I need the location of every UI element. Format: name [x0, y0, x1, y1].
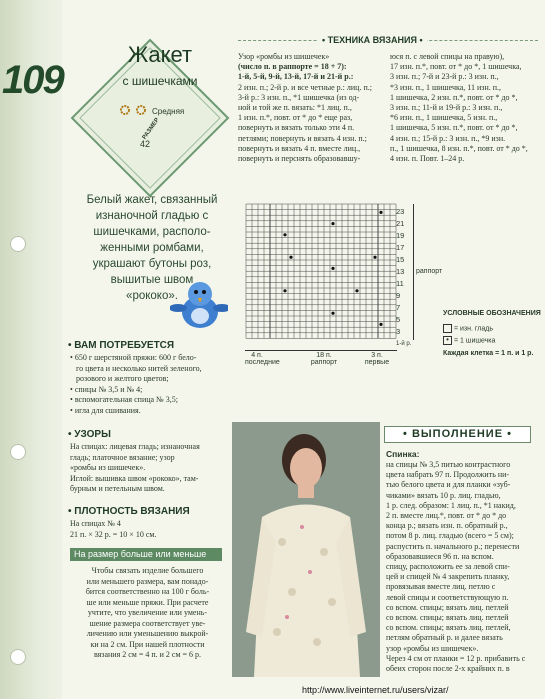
density-text: На спицах № 4 21 п. × 32 р. = 10 × 10 см. — [70, 519, 157, 539]
bobble-dot — [379, 211, 382, 214]
size-value: 42 — [140, 139, 151, 149]
rapport-label: раппорт — [416, 268, 443, 275]
intro-text: Белый жакет, связанный изнаночной гладью с шишечками, располо- женными ромбами, украшают бутоны роз, вышитые швом «рококо». — [86, 194, 218, 302]
technique-header: • ТЕХНИКА ВЯЗАНИЯ • — [318, 35, 427, 45]
execution-heading: • ВЫПОЛНЕНИЕ • — [384, 426, 531, 443]
model-photo-illustration — [232, 422, 380, 677]
bobble-dot — [283, 289, 286, 292]
bobble-dot — [379, 323, 382, 326]
page-subtitle: с шишечками — [122, 74, 198, 88]
page-number: 109 — [2, 58, 63, 102]
bigger-size-heading: На размер больше или меньше — [70, 548, 222, 561]
legend-note: Каждая клетка = 1 п. и 1 р. — [443, 350, 534, 357]
technique-right-column: юся п. с левой спицы на правую), 17 изн. п.*, повт. от * до *, 1 шишечка, 3 изн. п.; 7-й и 23-й р.: 3 изн. п., *3 изн. п., 1 шишечка, 11 изн. п., 1 шишечка, 2 изн. п.*, повт. от * до *, 3 изн. п.; 11-й и 19-й р.: 3 изн. п., *6 изн. п., 1 шишечка, 5 изн. п., 1 шишечка, 5 изн. п.*, повт. от * до *, 4 изн. п.; 15-й р.: 3 изн. п., *9 изн. п., 1 шишечка, 8 изн. п.*, повт. от * до *, 4 изн. п. Повт. 1–24 р. — [390, 52, 528, 164]
size-label: РАЗМЕР — [141, 117, 161, 141]
legend-title: УСЛОВНЫЕ ОБОЗНАЧЕНИЯ — [443, 310, 541, 317]
legend-item-bobble: • = 1 шишечка — [443, 336, 495, 345]
chart-dots — [283, 211, 382, 326]
model-photo — [232, 422, 380, 677]
patterns-text: На спицах: лицевая гладь; изнаночная гладь; платочное вязание; узор «ромбы из шишечек». Иглой: вышивка швом «рококо», там- бурным и петельным швом. — [70, 442, 200, 493]
materials-heading: • ВАМ ПОТРЕБУЕТСЯ — [68, 340, 175, 351]
execution-sub: Спинка: — [386, 449, 420, 459]
chart-grid — [246, 204, 396, 338]
bobble-dot — [331, 267, 334, 270]
bobble-dot — [289, 256, 292, 259]
pattern-chart — [245, 203, 445, 381]
rapport-bracket — [413, 204, 414, 340]
bigger-size-text: Чтобы связать изделие большего или меньшего размера, вам понадо- бится соответственно на 100 г боль- ше или меньше пряжи. При расчете учтите, что увеличение или умень- шение размера соответствует уве- личению или уменьшению выкрой- ки на 2 см. При нашей плотности вязания 2 см = 4 п. и 2 см = 6 р. — [85, 566, 210, 659]
bobble-dot — [331, 222, 334, 225]
bobble-dot — [373, 256, 376, 259]
page-title: Жакет — [127, 42, 193, 67]
difficulty-icon — [118, 103, 150, 117]
row-labels: 23 21 19 17 15 13 11 9 7 5 3 1-й р. — [396, 207, 412, 347]
technique-left-column: Узор «ромбы из шишечек» (число п. в раппорте = 18 + 7): 1-й, 5-й, 9-й, 13-й, 17-й и 21-й р.: 2 изн. п.; 2-й р. и все четные р.: лиц. п.; 3-й р.: 3 изн. п., *1 шишечка (из од- ной и той же п. вязать: *1 лиц. п., 1 изн. п.*, повт. от * до * еще раз, повернуть и вязать только эти 4 п. петлями; повернуть и вязать 4 изн. п.; повернуть и вязать 4 п. вместе лиц., повернуть и перснять образовавшу- — [238, 52, 372, 164]
bobble-dot — [283, 233, 286, 236]
difficulty-label: Средняя — [152, 107, 185, 116]
bottom-label-rapport: 18 п. раппорт — [310, 352, 338, 366]
bottom-label-first: 3 п. первые — [364, 352, 390, 366]
density-heading: • ПЛОТНОСТЬ ВЯЗАНИЯ — [68, 506, 190, 517]
bobble-dot — [331, 312, 334, 315]
source-url[interactable]: http://www.liveinternet.ru/users/vizar/ — [302, 685, 449, 695]
legend-item-purl: = изн. гладь — [443, 324, 493, 333]
binder-hole — [10, 444, 26, 460]
left-margin-strip — [0, 0, 62, 699]
patterns-heading: • УЗОРЫ — [68, 429, 111, 440]
bottom-label-last: 4 п. последние — [245, 352, 280, 366]
binder-hole — [10, 649, 26, 665]
bobble-dot — [355, 289, 358, 292]
bottom-bracket — [245, 350, 397, 351]
bird-illustration — [170, 276, 228, 338]
execution-text: на спицы № 3,5 питью контрастного цвета набрать 97 п. Продолжить ни- тью белого цвета и для планки «зуб- чиками» вязать 10 р. лиц. гладью, 1 р. след. образом: 1 лиц. п., *1 накид, 2 п. вместе лиц.*, повт. от * до * до конца р.; вязать изн. п. обратный р., потом 8 р. лиц. гладью (всего = 5 см); распустить п. начального р.; перенести образовавшиеся 96 п. на вспом. спицу, расположить ее за левой спи- цей и спицей № 4 закрепить планку, провязывая вместе лиц. петлю с левой спицы и соответствующую п. со вспом. спицы; вязать лиц. петлей со вспом. спицы; вязать лиц. петлей со вспом. спицы; вязать лиц. петлей, петлям обратный р. и далее вязать узор «ромбы из шишечек». Через 4 см от планки = 12 р. прибавить с обеих сторон после 2-х крайних п. в — [386, 460, 526, 674]
binder-hole — [10, 236, 26, 252]
materials-list: • 650 г шерстяной пряжи: 600 г бело- го цвета и несколько нитей зеленого, розового и желтого цветов; • спицы № 3,5 и № 4; • вспомогательная спица № 3,5; • игла для сшивания. — [70, 353, 202, 415]
